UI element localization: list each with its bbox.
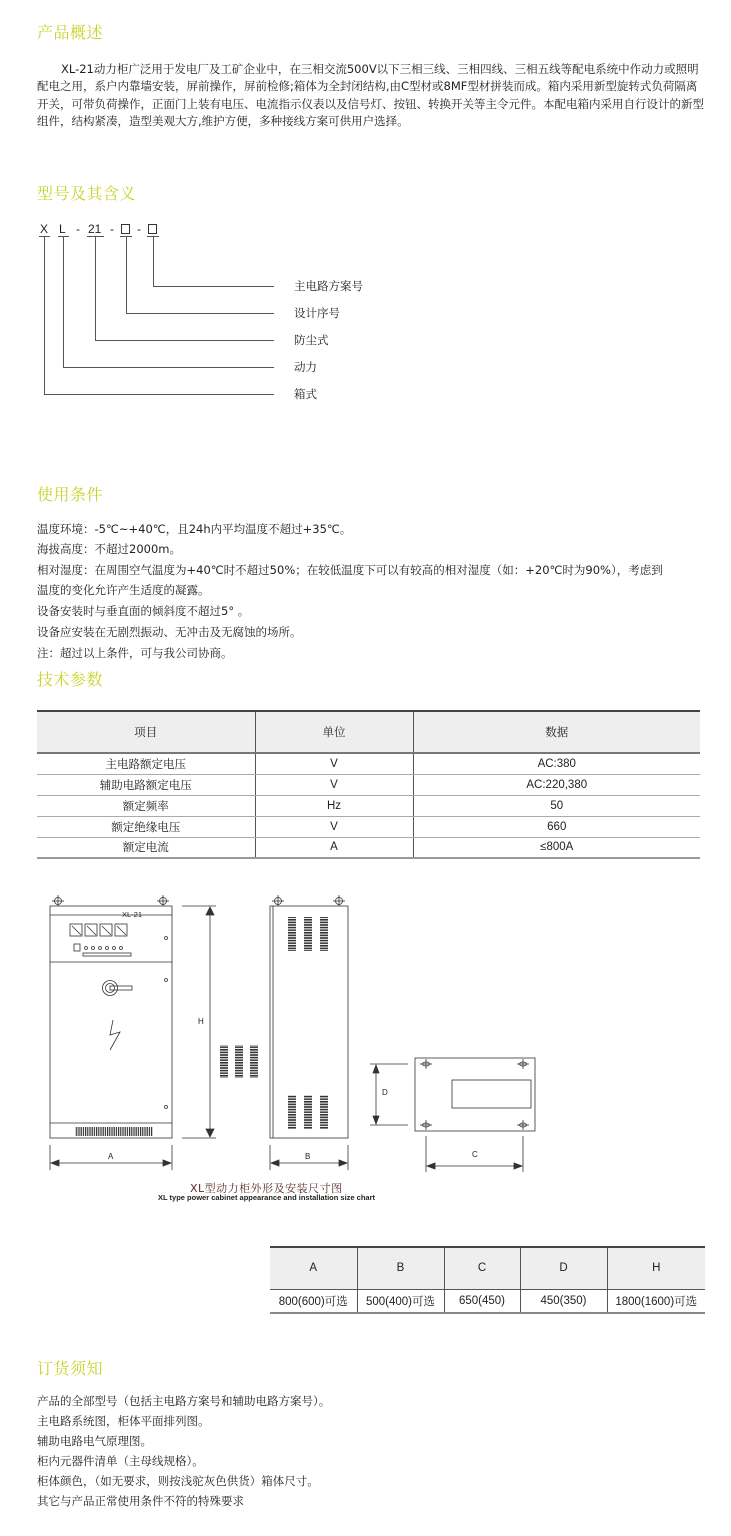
- condition-tilt: 设备安装时与垂直面的倾斜度不超过5° 。: [37, 604, 250, 618]
- leader-line: [44, 394, 274, 395]
- dimension-table: [270, 1246, 705, 1314]
- tech-heading: 技术参数: [37, 670, 104, 689]
- leader-line: [126, 313, 274, 314]
- condition-humidity-cont: 温度的变化允许产生适度的凝露。: [37, 583, 210, 597]
- cell-data: 50: [413, 795, 700, 816]
- leader-line: [95, 340, 274, 341]
- col-header-data: 数据: [413, 711, 700, 753]
- cabinet-nameplate: XL-21: [122, 910, 143, 919]
- cabinet-drawing-svg: [30, 880, 550, 1180]
- cell-data: AC:220,380: [413, 774, 700, 795]
- code-dash: -: [137, 222, 141, 236]
- condition-humidity: 相对湿度：在周围空气温度为+40℃时不超过50%；在较低温度下可以有较高的相对湿度（如：+20℃时为90%），考虑到: [37, 563, 663, 577]
- meaning-box-type: 箱式: [294, 387, 317, 401]
- col-header-h: H: [607, 1247, 705, 1289]
- meaning-main-circuit-scheme: 主电路方案号: [294, 279, 363, 293]
- dim-label-a: A: [108, 1152, 114, 1161]
- code-dash: -: [110, 222, 114, 236]
- cell-d: 450(350): [520, 1289, 607, 1313]
- code-dash: -: [76, 222, 80, 236]
- cell-h: 1800(1600)可选: [607, 1289, 705, 1313]
- code-box-design-number: [121, 224, 130, 234]
- cell-item: 额定频率: [37, 795, 255, 816]
- cell-unit: V: [255, 774, 413, 795]
- cell-data: AC:380: [413, 753, 700, 774]
- code-letter-l: L: [59, 222, 66, 236]
- cell-unit: Hz: [255, 795, 413, 816]
- condition-temperature: 温度环境：-5℃~+40℃，且24h内平均温度不超过+35℃。: [37, 522, 352, 536]
- dim-label-h: H: [198, 1017, 204, 1026]
- tech-spec-table: [37, 710, 700, 859]
- table-row: [270, 1289, 705, 1313]
- col-header-a: A: [270, 1247, 357, 1289]
- cell-item: 额定电流: [37, 837, 255, 858]
- meaning-design-number: 设计序号: [294, 306, 340, 320]
- leader-line: [126, 236, 127, 313]
- leader-line: [95, 236, 96, 340]
- conditions-heading: 使用条件: [37, 485, 104, 504]
- leader-line: [44, 236, 45, 394]
- code-number-21: 21: [88, 222, 102, 236]
- ordering-item: 柜内元器件清单（主母线规格）。: [37, 1454, 204, 1468]
- ordering-item: 柜体颜色，（如无要求，则按浅驼灰色供货）箱体尺寸。: [37, 1474, 319, 1488]
- meaning-dustproof: 防尘式: [294, 333, 329, 347]
- table-row: [37, 795, 700, 816]
- ordering-item: 主电路系统图，柜体平面排列图。: [37, 1414, 210, 1428]
- leader-line: [63, 367, 274, 368]
- cell-a: 800(600)可选: [270, 1289, 357, 1313]
- table-header-row: [270, 1247, 705, 1289]
- cell-item: 额定绝缘电压: [37, 816, 255, 837]
- table-row: [37, 816, 700, 837]
- cell-b: 500(400)可选: [357, 1289, 444, 1313]
- cell-unit: V: [255, 753, 413, 774]
- col-header-c: C: [444, 1247, 520, 1289]
- code-box-circuit-scheme: [148, 224, 157, 234]
- ordering-item: 产品的全部型号（包括主电路方案号和辅助电路方案号）。: [37, 1394, 331, 1408]
- cell-item: 辅助电路额定电压: [37, 774, 255, 795]
- drawing-caption-en: XL type power cabinet appearance and installation size chart: [158, 1193, 376, 1202]
- col-header-item: 项目: [37, 711, 255, 753]
- col-header-b: B: [357, 1247, 444, 1289]
- model-heading: 型号及其含义: [37, 184, 137, 203]
- leader-line: [63, 236, 64, 367]
- cabinet-dimension-drawing: [30, 880, 550, 1210]
- condition-altitude: 海拔高度：不超过2000m。: [37, 542, 181, 556]
- condition-location: 设备应安装在无剧烈振动、无冲击及无腐蚀的场所。: [37, 625, 302, 639]
- cell-item: 主电路额定电压: [37, 753, 255, 774]
- cell-unit: A: [255, 837, 413, 858]
- code-letter-x: X: [40, 222, 49, 236]
- overview-text: XL-21动力柜广泛用于发电厂及工矿企业中，在三相交流500V以下三相三线、三相四线、三相五线等配电系统中作动力或照明配电之用，系户内靠墙安装，屏前操作，屏前检修;箱体为全封闭结构,由C型材或8MF型材拼装而成。箱内采用新型旋转式负荷隔离开关，可带负荷操作，正面门上装有电压、电流指示仪表以及信号灯、按钮、转换开关等主令元件。本配电箱内采用自行设计的新型组件，结构紧凑，造型美观大方,维护方便，多种接线方案可供用户选择。: [37, 62, 704, 128]
- ordering-heading: 订货须知: [37, 1359, 104, 1378]
- leader-line: [153, 236, 154, 286]
- col-header-unit: 单位: [255, 711, 413, 753]
- condition-note: 注：超过以上条件，可与我公司协商。: [37, 646, 233, 660]
- table-row: [37, 837, 700, 858]
- table-row: [37, 774, 700, 795]
- leader-line: [153, 286, 274, 287]
- dim-label-d: D: [382, 1088, 388, 1097]
- cell-c: 650(450): [444, 1289, 520, 1313]
- cell-unit: V: [255, 816, 413, 837]
- drawing-caption-cn: XL型动力柜外形及安装尺寸图: [190, 1182, 343, 1195]
- dim-label-b: B: [305, 1152, 311, 1161]
- overview-heading: 产品概述: [37, 23, 104, 42]
- overview-paragraph: [37, 61, 705, 130]
- cell-data: ≤800A: [413, 837, 700, 858]
- table-row: [37, 753, 700, 774]
- meaning-power: 动力: [294, 360, 317, 374]
- table-header-row: [37, 711, 700, 753]
- cell-data: 660: [413, 816, 700, 837]
- ordering-item: 其它与产品正常使用条件不符的特殊要求: [37, 1494, 244, 1508]
- dim-label-c: C: [472, 1150, 478, 1159]
- col-header-d: D: [520, 1247, 607, 1289]
- ordering-item: 辅助电路电气原理图。: [37, 1434, 152, 1448]
